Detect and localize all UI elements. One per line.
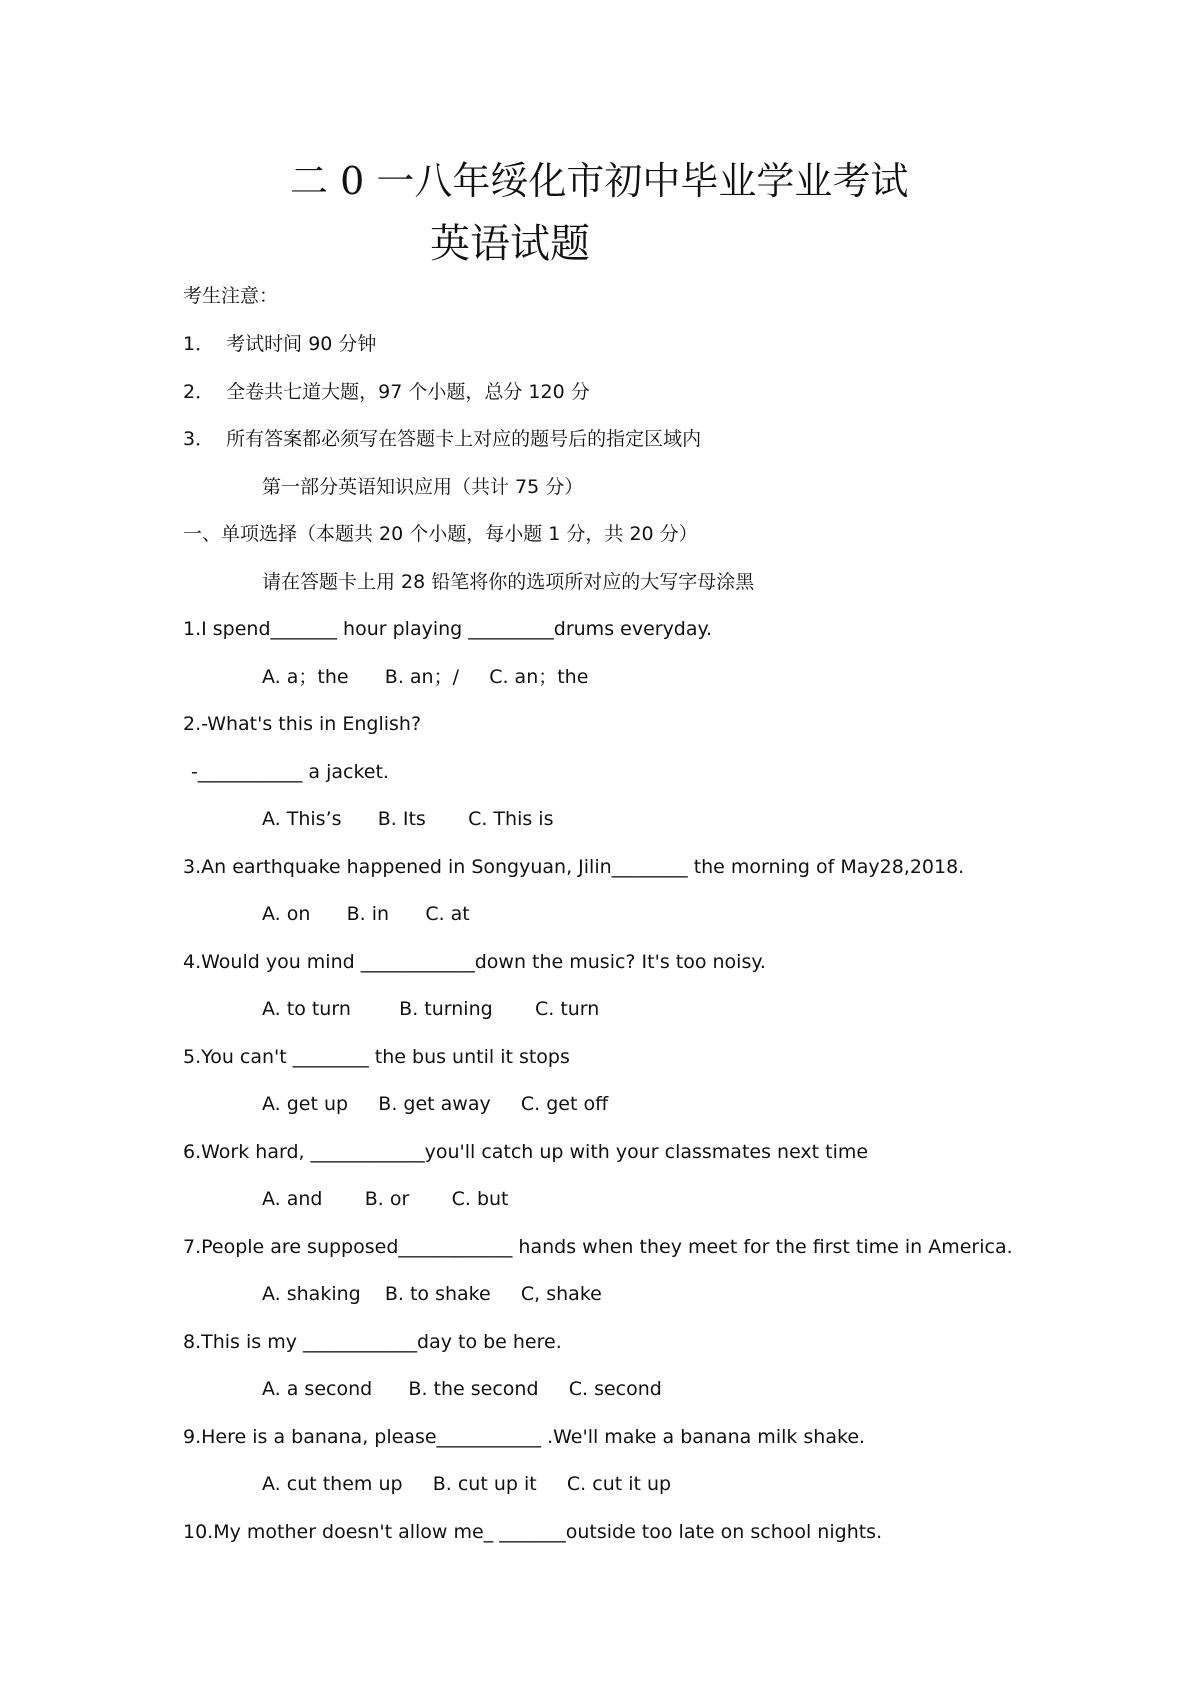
question-options: A. to turn B. turning C. turn: [262, 998, 600, 1020]
notice-item: 2． 全卷共七道大题，97 个小题，总分 120 分: [183, 381, 590, 403]
question-stem: 1.I spend_______ hour playing _________drums everyday.: [183, 618, 713, 640]
question-stem: 10.My mother doesn't allow me_ _______outside too late on school nights.: [183, 1521, 883, 1543]
question-options: A. on B. in C. at: [262, 903, 470, 925]
question-stem-answer: -___________ a jacket.: [191, 761, 389, 783]
section-instruction: 请在答题卡上用 28 铅笔将你的选项所对应的大写字母涂黑: [262, 571, 755, 593]
question-options: A. This’s B. Its C. This is: [262, 808, 554, 830]
question-stem: 6.Work hard, ____________you'll catch up with your classmates next time: [183, 1141, 869, 1163]
question-options: A. a；the B. an；/ C. an；the: [262, 666, 589, 688]
question-stem: 4.Would you mind ____________down the music? It's too noisy.: [183, 951, 766, 973]
question-stem: 3.An earthquake happened in Songyuan, Jilin________ the morning of May28,2018.: [183, 856, 965, 878]
notice-item: 1． 考试时间 90 分钟: [183, 333, 377, 355]
question-stem: 2.-What's this in English?: [183, 713, 422, 735]
question-options: A. cut them up B. cut up it C. cut it up: [262, 1473, 672, 1495]
question-stem: 7.People are supposed____________ hands when they meet for the first time in America.: [183, 1236, 1013, 1258]
part-heading: 第一部分英语知识应用（共计 75 分）: [262, 476, 584, 498]
question-options: A. get up B. get away C. get off: [262, 1093, 609, 1115]
question-stem: 9.Here is a banana, please___________ .We'll make a banana milk shake.: [183, 1426, 866, 1448]
notice-item: 3． 所有答案都必须写在答题卡上对应的题号后的指定区域内: [183, 428, 702, 450]
exam-title: 二 0 一八年绥化市初中毕业学业考试: [290, 159, 909, 203]
question-options: A. and B. or C. but: [262, 1188, 509, 1210]
question-stem: 5.You can't ________ the bus until it stops: [183, 1046, 570, 1068]
notice-heading: 考生注意：: [183, 285, 279, 307]
question-options: A. shaking B. to shake C, shake: [262, 1283, 602, 1305]
question-stem: 8.This is my ____________day to be here.: [183, 1331, 562, 1353]
question-options: A. a second B. the second C. second: [262, 1378, 662, 1400]
exam-subject-title: 英语试题: [430, 221, 590, 267]
section-heading: 一、单项选择（本题共 20 个小题，每小题 1 分，共 20 分）: [183, 523, 698, 545]
